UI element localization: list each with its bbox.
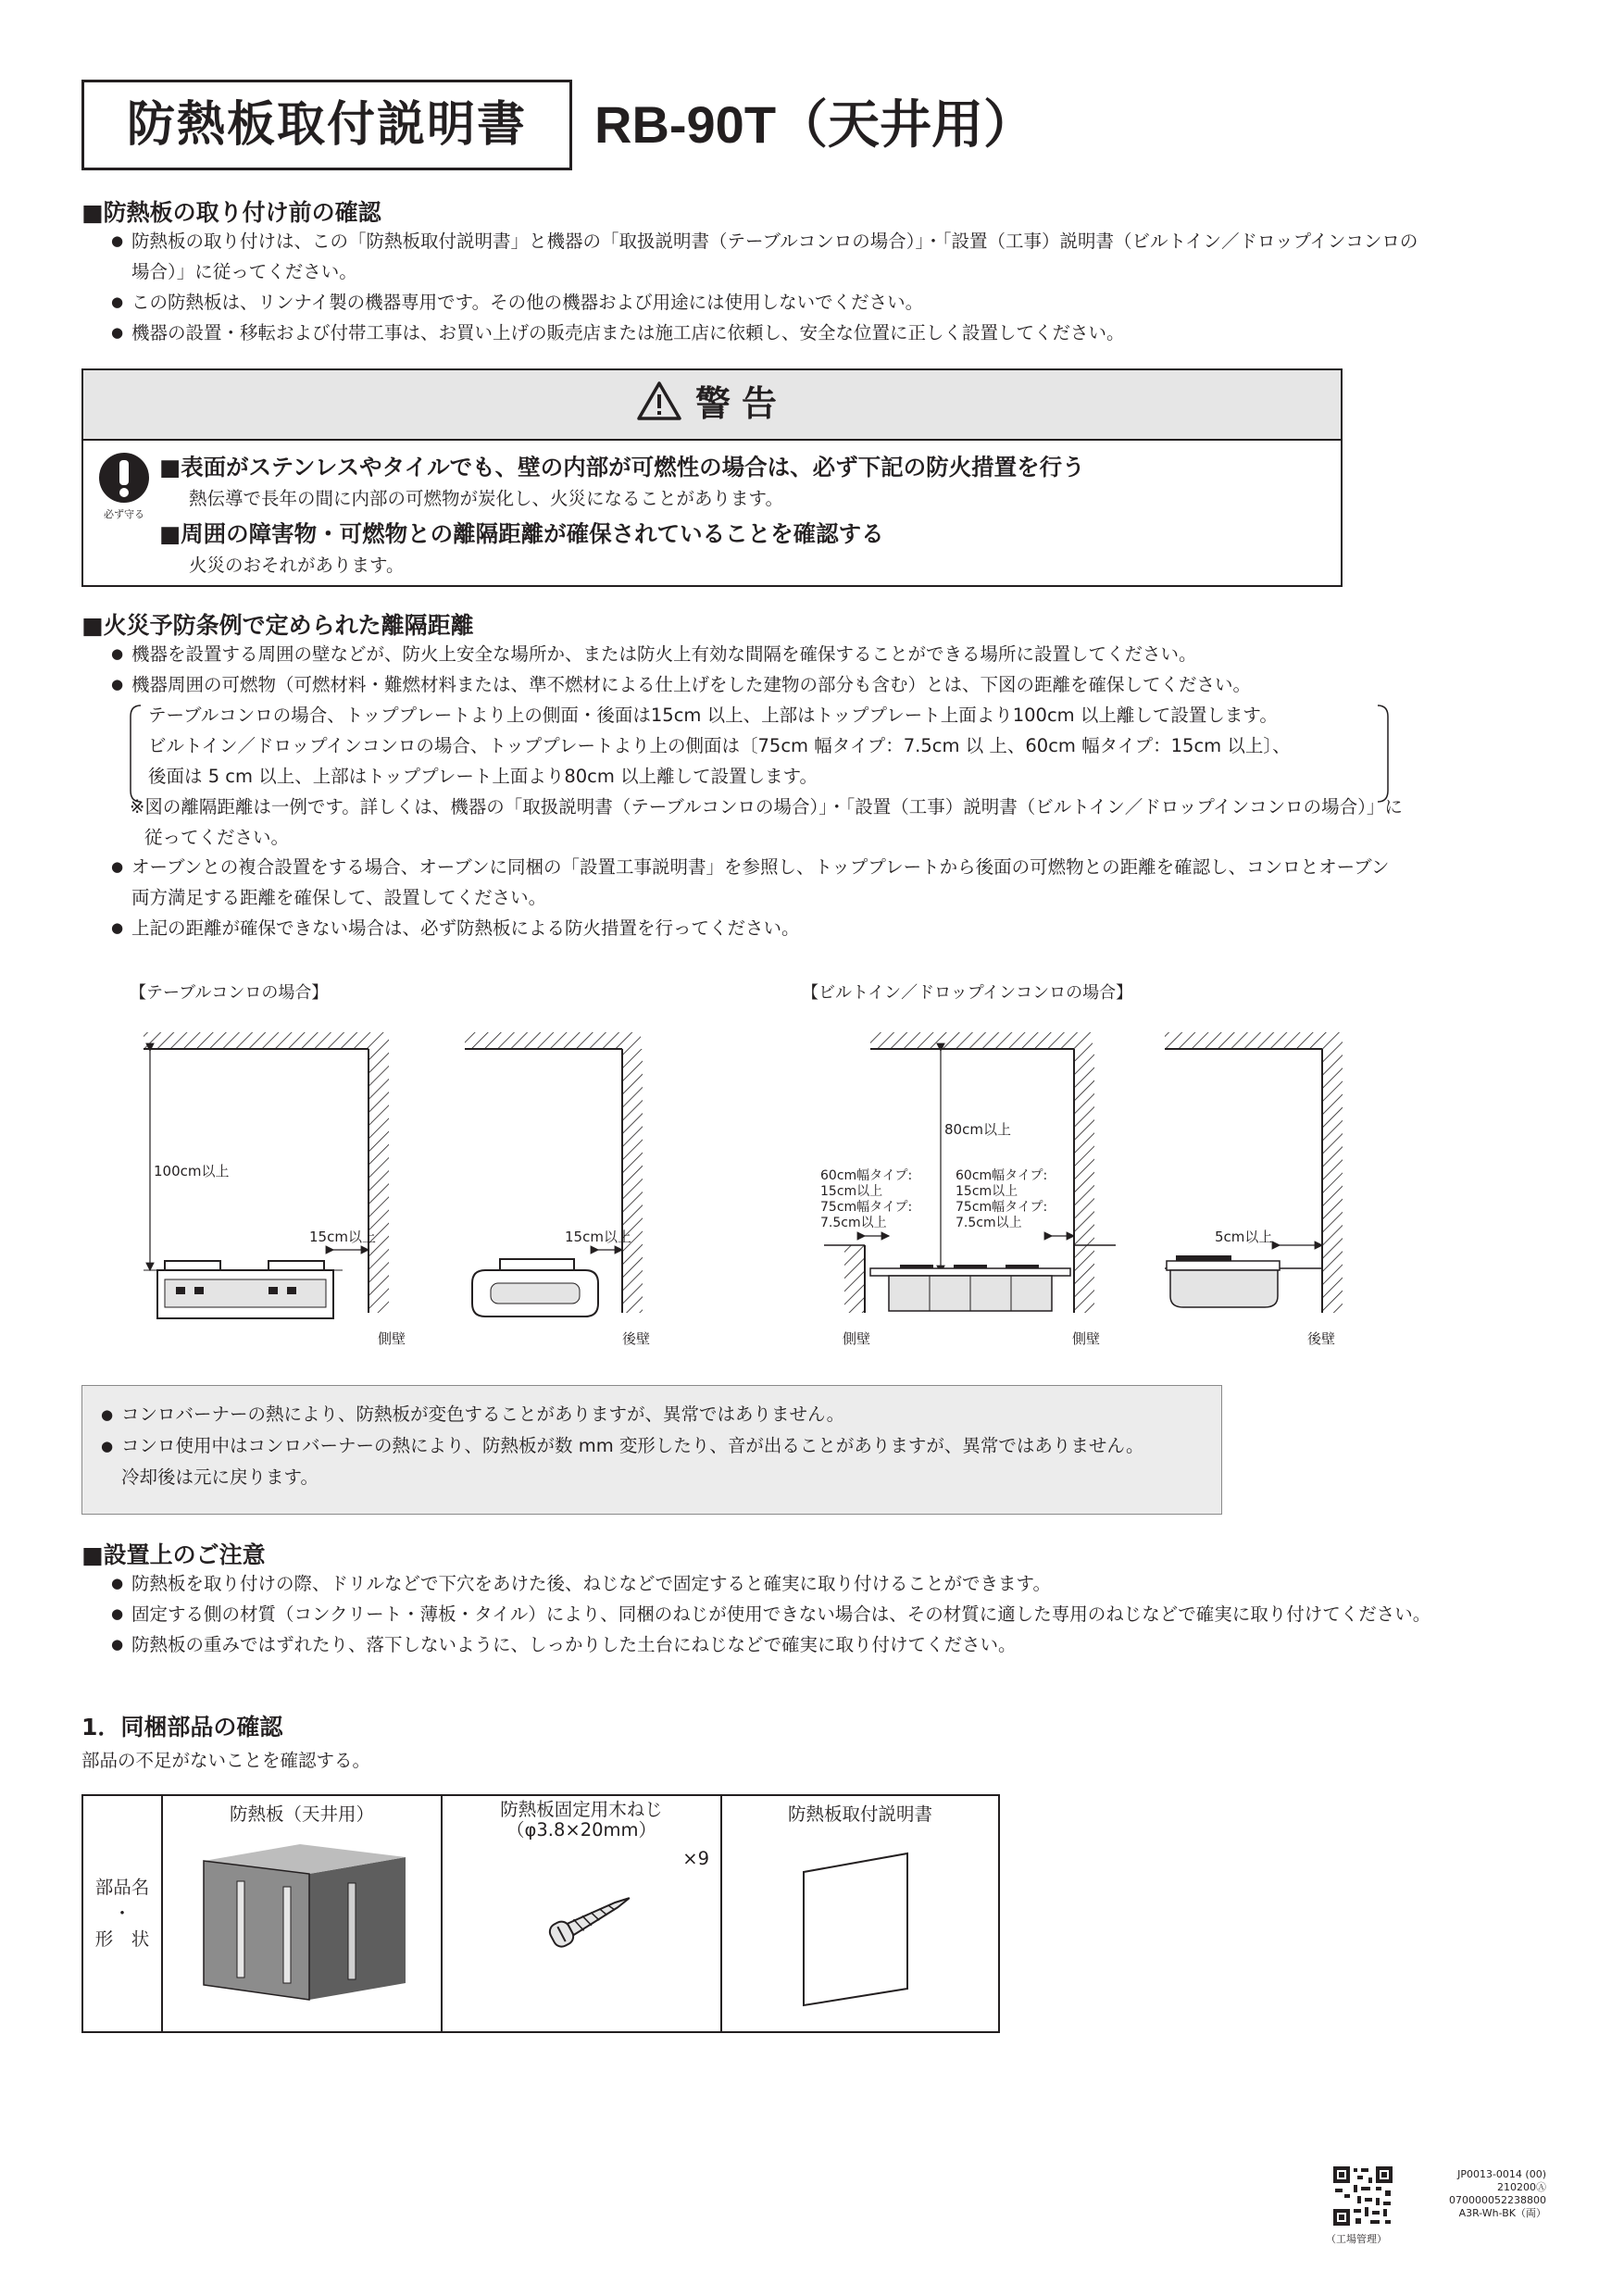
document-title: 防熱板取付説明書 [81, 80, 572, 170]
diagram-builtin-back-wall [1165, 1032, 1343, 1313]
left-paren-bracket [128, 704, 143, 804]
install-cautions-list [111, 1568, 1574, 1660]
warning-header [83, 370, 1341, 441]
list-item: ● この防熱板は、リンナイ製の機器専用です。その他の機器および用途には使用しないでください。 [111, 287, 1555, 318]
list-item: ● 防熱板の重みではずれたり、落下しないように、しっかりした土台にねじなどで確実に取り付けてください。 [111, 1629, 1574, 1660]
paren-line: 後面は 5 cm 以上、上部はトッププレート上面より80cm 以上離して設置します。 [148, 766, 818, 787]
d3-left-line: 15cm以上 [820, 1184, 883, 1199]
warning-box [81, 368, 1343, 587]
list-item: ● オーブンとの複合設置をする場合、オーブンに同梱の「設置工事説明書」を参照し、トッププレートから後面の可燃物との距離を確認し、コンロとオーブン [111, 852, 1555, 882]
d3-wall-right-label: 側壁 [1072, 1330, 1101, 1347]
document-codes [1407, 2168, 1546, 2220]
model-name: RB-90T（天井用） [594, 95, 1036, 154]
d2-side-clearance: 15cm以上 [565, 1229, 631, 1245]
warning-item-desc: 火災のおそれがあります。 [189, 555, 405, 576]
diagram-table-back-wall [465, 1032, 643, 1316]
clearance-list [111, 639, 1555, 700]
row-label-line: 形 状 [94, 1928, 150, 1950]
part-name: 防熱板取付説明書 [787, 1803, 932, 1825]
right-paren-bracket [1376, 704, 1391, 804]
note-item-continued: 冷却後は元に戻ります。 [121, 1466, 319, 1488]
list-item: ● 固定する側の材質（コンクリート・薄板・タイル）により、同梱のねじが使用できない場合は、その材質に適した専用のねじなどで確実に取り付けてください。 [111, 1599, 1574, 1629]
part-wood-screw [442, 1795, 721, 2032]
warning-triangle-icon [636, 381, 682, 421]
exclamation-circle-icon [98, 452, 150, 504]
section-heading-parts: 1．同梱部品の確認 [81, 1714, 283, 1741]
d4-side-clearance: 5cm以上 [1215, 1229, 1273, 1245]
d3-right-clearance [956, 1168, 1047, 1231]
note-line: 従ってください。 [144, 827, 290, 848]
parts-row-label [82, 1795, 162, 2032]
list-item: ● 防熱板を取り付けの際、ドリルなどで下穴をあけた後、ねじなどで固定すると確実に取り付けることができます。 [111, 1568, 1574, 1599]
warning-item-title: ■表面がステンレスやタイルでも、壁の内部が可燃性の場合は、必ず下記の防火措置を行う [159, 454, 1085, 480]
d2-wall-label: 後壁 [622, 1330, 651, 1347]
d3-wall-left-label: 側壁 [843, 1330, 871, 1347]
list-item: ● 機器の設置・移転および付帯工事は、お買い上げの販売店または施工店に依頼し、安全な位置に正しく設置してください。 [111, 318, 1555, 348]
diagram-label-builtin: 【ビルトイン／ドロップインコンロの場合】 [802, 983, 1133, 1003]
d3-right-line: 75cm幅タイプ: [956, 1200, 1048, 1215]
d3-left-line: 60cm幅タイプ: [820, 1168, 913, 1183]
list-item: ● 上記の距離が確保できない場合は、必ず防熱板による防火措置を行ってください。 [111, 913, 1555, 943]
qr-code-icon [1333, 2166, 1393, 2226]
section-heading-precheck: ■防熱板の取り付け前の確認 [81, 199, 381, 226]
d3-right-line: 7.5cm以上 [956, 1216, 1022, 1230]
heat-shield-panel-icon [163, 1826, 441, 2011]
code-line: JP0013-0014 (00) [1457, 2168, 1546, 2180]
d3-right-line: 15cm以上 [956, 1184, 1018, 1199]
row-label-line: ・ [113, 1903, 131, 1924]
code-line: A3R-Wh-BK（両） [1458, 2207, 1546, 2219]
clearance-note [130, 792, 1555, 853]
d3-left-clearance [820, 1168, 912, 1231]
d1-top-clearance: 100cm以上 [154, 1163, 230, 1179]
section-heading-install-cautions: ■設置上のご注意 [81, 1541, 266, 1568]
part-heat-shield [162, 1795, 442, 2032]
clearance-list-2 [111, 852, 1555, 943]
warning-item-title: ■周囲の障害物・可燃物との離隔距離が確保されていることを確認する [159, 520, 884, 547]
d1-wall-label: 側壁 [378, 1330, 406, 1347]
part-name: 防熱板（天井用） [229, 1803, 374, 1825]
parts-instruction: 部品の不足がないことを確認する。 [81, 1750, 371, 1771]
list-item: ● 機器を設置する周囲の壁などが、防火上安全な場所か、または防火上有効な間隔を確保することができる場所に設置してください。 [111, 639, 1555, 669]
row-label-line: 部品名 [94, 1877, 150, 1898]
warning-heading: 警告 [694, 383, 788, 424]
parts-table [81, 1794, 1000, 2033]
d3-left-line: 7.5cm以上 [820, 1216, 887, 1230]
list-item: ● 防熱板の取り付けは、この「防熱板取付説明書」と機器の「取扱説明書（テーブルコンロの場合）」・「設置（工事）説明書（ビルトイン／ドロップインコンロの [111, 226, 1555, 256]
list-item-continued: 両方満足する距離を確保して、設置してください。 [131, 887, 547, 908]
part-quantity: ×9 [682, 1848, 709, 1869]
code-line: 210200Ⓐ [1497, 2181, 1546, 2193]
must-do-mark [96, 452, 152, 522]
d3-left-line: 75cm幅タイプ: [820, 1200, 913, 1215]
qr-caption: （工場管理） [1326, 2233, 1387, 2245]
clearance-diagrams [0, 1009, 1624, 1379]
diagram-label-table: 【テーブルコンロの場合】 [130, 983, 329, 1003]
warning-item-desc: 熱伝導で長年の間に内部の可燃物が炭化し、火災になることがあります。 [189, 488, 783, 509]
must-do-caption: 必ず守る [104, 508, 144, 520]
code-line: 070000052238800 [1449, 2194, 1546, 2206]
discoloration-note-box [81, 1385, 1222, 1515]
list-item: ● 機器周囲の可燃物（可燃材料・難燃材料または、準不燃材による仕上げをした建物の部分も含む）とは、下図の距離を確保してください。 [111, 669, 1555, 700]
manual-sheet-icon [722, 1826, 1000, 2011]
wood-screw-icon [443, 1844, 720, 1983]
note-item: ● コンロ使用中はコンロバーナーの熱により、防熱板が数 mm 変形したり、音が出ることがありますが、異常ではありません。 [101, 1430, 1203, 1462]
clearance-paren-text [148, 700, 1389, 792]
part-manual [721, 1795, 999, 2032]
list-item-continued: 場合）」に従ってください。 [131, 261, 357, 282]
d4-wall-label: 後壁 [1307, 1330, 1336, 1347]
paren-line: テーブルコンロの場合、トッププレートより上の側面・後面は15cm 以上、上部はトッププレート上面より100cm 以上離して設置します。 [148, 705, 1278, 726]
note-line: ※図の離隔距離は一例です。詳しくは、機器の「取扱説明書（テーブルコンロの場合）」・「設置（工事）説明書（ビルトイン／ドロップインコンロの場合）」に [130, 796, 1403, 817]
d3-top-clearance: 80cm以上 [944, 1121, 1011, 1138]
d1-side-clearance: 15cm以上 [309, 1229, 376, 1245]
paren-line: ビルトイン／ドロップインコンロの場合、トッププレートより上の側面は〔75cm 幅タイプ：7.5cm 以 上、60cm 幅タイプ：15cm 以上〕、 [148, 735, 1291, 756]
part-spec: （φ3.8×20mm） [506, 1819, 657, 1841]
d3-right-line: 60cm幅タイプ: [956, 1168, 1048, 1183]
precheck-list [111, 226, 1555, 348]
part-name: 防熱板固定用木ねじ [500, 1799, 663, 1820]
note-item: ● コンロバーナーの熱により、防熱板が変色することがありますが、異常ではありません。 [101, 1399, 1203, 1430]
section-heading-clearance: ■火災予防条例で定められた離隔距離 [81, 612, 474, 639]
